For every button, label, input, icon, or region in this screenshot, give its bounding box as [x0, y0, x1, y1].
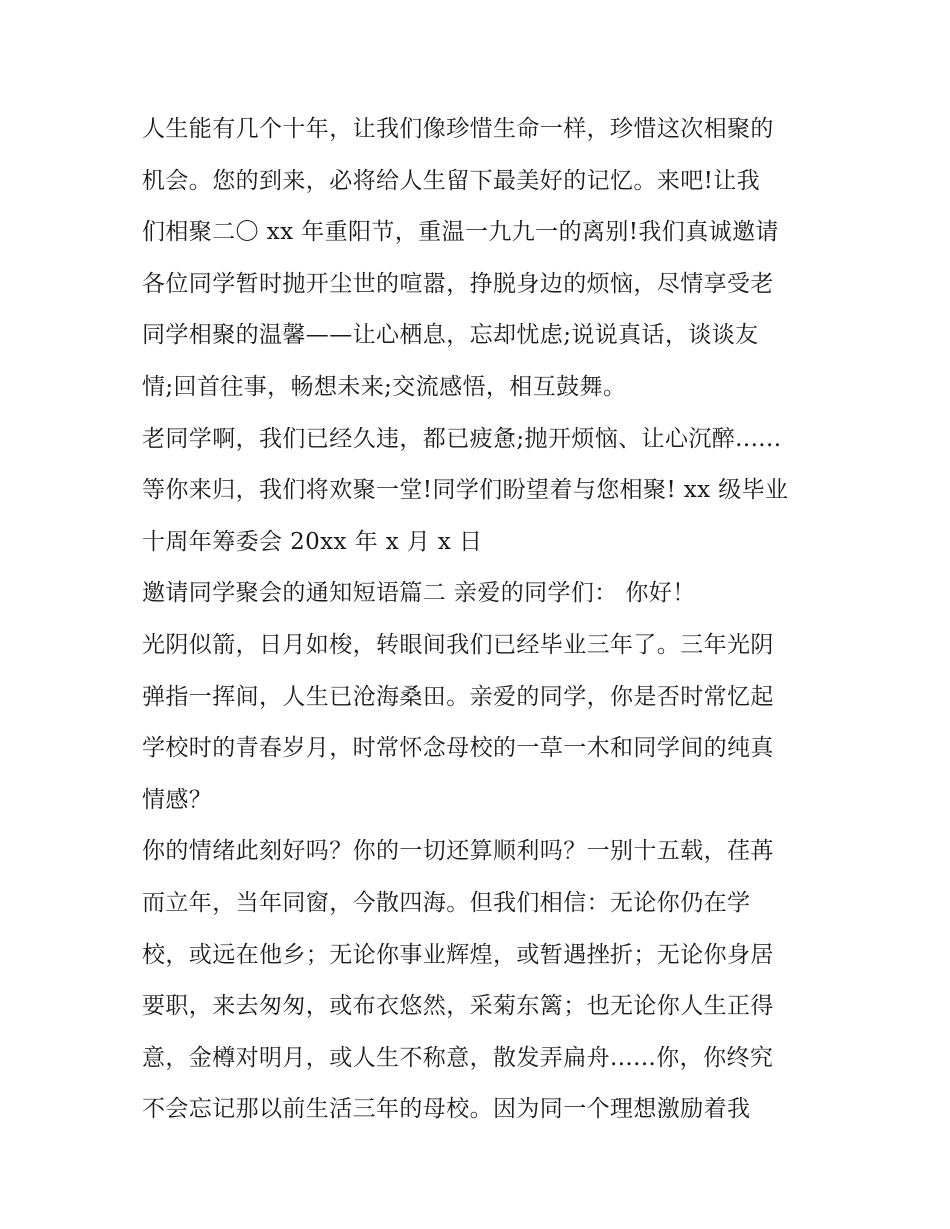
text-line: 们相聚二〇 xx 年重阳节，重温一九九一的离别!我们真诚邀请	[142, 219, 779, 246]
text-line: 光阴似箭，日月如梭，转眼间我们已经毕业三年了。三年光阴	[142, 631, 774, 658]
text-line: 情;回首往事，畅想未来;交流感悟，相互鼓舞。	[142, 373, 627, 400]
text-line: 老同学啊，我们已经久违，都已疲惫;抛开烦恼、让心沉醉......	[142, 425, 782, 452]
text-line: 校，或远在他乡；无论你事业辉煌，或暂遇挫折；无论你身居	[142, 941, 774, 968]
document-body	[142, 104, 822, 1136]
section-heading-line: 邀请同学聚会的通知短语篇二 亲爱的同学们： 你好！	[142, 580, 696, 607]
text-line: 意，金樽对明月，或人生不称意，散发弄扁舟......你，你终究	[142, 1044, 774, 1071]
text-line: 学校时的青春岁月，时常怀念母校的一草一木和同学间的纯真	[142, 735, 774, 762]
text-line: 你的情绪此刻好吗？你的一切还算顺利吗？一别十五载，荏苒	[142, 838, 774, 865]
text-line: 情感？	[142, 786, 213, 813]
text-line: 机会。您的到来，必将给人生留下最美好的记忆。来吧!让我	[142, 167, 761, 194]
text-line: 不会忘记那以前生活三年的母校。因为同一个理想激励着我	[142, 1096, 751, 1123]
text-line: 要职，来去匆匆，或布衣悠然，采菊东篱；也无论你人生正得	[142, 993, 774, 1020]
text-line: 各位同学暂时抛开尘世的喧嚣，挣脱身边的烦恼，尽情享受老	[142, 270, 774, 297]
text-line: 等你来归，我们将欢聚一堂!同学们盼望着与您相聚! xx 级毕业	[142, 477, 789, 504]
text-line: 同学相聚的温馨——让心栖息，忘却忧虑;说说真话，谈谈友	[142, 322, 759, 349]
text-line: 人生能有几个十年，让我们像珍惜生命一样，珍惜这次相聚的	[142, 116, 774, 142]
text-line: 而立年，当年同窗，今散四海。但我们相信：无论你仍在学	[142, 889, 751, 916]
text-line: 十周年筹委会 20xx 年 x 月 x 日	[142, 528, 483, 555]
text-line: 弹指一挥间，人生已沧海桑田。亲爱的同学，你是否时常忆起	[142, 683, 774, 710]
